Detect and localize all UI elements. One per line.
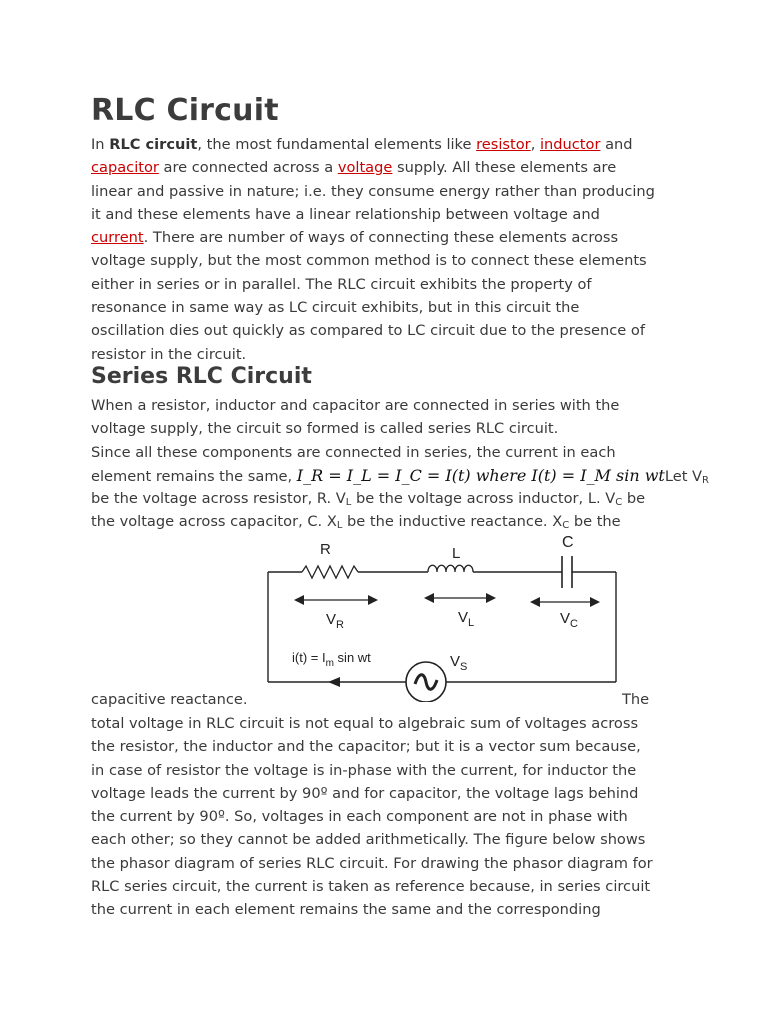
text: element remains the same, [91,467,297,485]
intro-line: oscillation dies out quickly as compared to LC circuit due to the presence of [91,322,645,340]
text: be the [569,513,621,531]
continued-line: the current by 90º. So, voltages in each component are not in phase with [91,808,628,826]
text: V [560,610,571,627]
label-vl [458,609,474,629]
text: be the inductive reactance. X [342,513,563,531]
continued-line: in case of resistor the voltage is in-phase with the current, for inductor the [91,761,637,779]
current-arrow-icon [328,677,340,687]
arrow-right-icon [368,595,378,605]
text: i(t) = I [292,650,326,665]
continued-line: the phasor diagram of series RLC circuit. For drawing the phasor diagram for [91,854,653,872]
series-line: When a resistor, inductor and capacitor are connected in series with the [91,397,620,414]
text: the voltage across capacitor, C. X [91,513,337,531]
arrow-left-icon [424,593,434,603]
label-c: C [562,534,574,551]
text: supply. All these elements are [392,159,617,177]
intro-line [91,133,691,156]
continued-line: RLC series circuit, the current is taken as reference because, in series circuit [91,878,651,896]
subscript: C [570,618,578,630]
series-paragraph [91,394,709,534]
continued-line: the current in each element remains the same and the corresponding [91,901,601,919]
series-line [91,510,691,533]
link-current[interactable]: current [91,229,144,247]
figure-caption-line [91,688,691,711]
text: be the voltage across inductor, L. V [351,490,616,508]
series-line: Since all these components are connected in series, the current in each [91,443,616,461]
text: V [458,609,469,626]
text: are connected across a [158,159,338,177]
subscript: m [325,658,334,669]
text: , the most fundamental elements like [197,136,477,153]
intro-line: either in series or in parallel. The RLC circuit exhibits the property of [91,275,592,293]
link-inductor[interactable]: inductor [539,136,601,153]
arrow-left-icon [530,597,540,607]
intro-line [91,226,691,249]
text: V [450,653,461,670]
continued-line: total voltage in RLC circuit is not equal to algebraic sum of voltages across [91,715,639,732]
text: be [622,490,646,508]
intro-line [91,156,691,179]
continued-line: the resistor, the inductor and the capacitor; but it is a vector sum because, [91,738,641,756]
link-voltage[interactable]: voltage [337,159,393,177]
subscript: C [615,497,623,509]
subscript: S [460,661,468,673]
section-heading: Series RLC Circuit [91,364,312,389]
label-vs [450,653,467,673]
subscript: L [468,617,475,629]
subscript: L [336,520,343,532]
text: In [91,136,110,153]
current-expression [292,650,371,669]
series-line [91,464,709,487]
text: capacitive reactance. [91,691,248,708]
text: . There are number of ways of connecting these elements across [143,229,619,247]
intro-line: resistor in the circuit. [91,345,247,363]
intro-line: resonance in same way as LC circuit exhibits, but in this circuit the [91,299,580,317]
resistor-symbol [302,566,358,578]
intro-line: linear and passive in nature; i.e. they consume energy rather than producing [91,182,655,200]
continued-line: voltage leads the current by 90º and for capacitor, the voltage lags behind [91,784,639,802]
text: and [600,136,633,153]
subscript: L [345,497,352,509]
subscript: R [702,474,709,486]
label-vr [326,611,344,631]
text: be the voltage across resistor, R. V [91,490,346,508]
label-vc [560,610,578,630]
rlc-bold-term: RLC circuit [109,136,198,153]
text: V [326,611,337,628]
inductor-symbol [428,565,473,572]
page-title: RLC Circuit [91,93,279,128]
continued-line: each other; so they cannot be added arithmetically. The figure below shows [91,831,646,849]
label-l: L [452,545,461,562]
intro-line: voltage supply, but the most common method is to connect these elements [91,252,647,270]
arrow-left-icon [294,595,304,605]
continued-paragraph [91,712,691,922]
intro-line: it and these elements have a linear relationship between voltage and [91,205,600,223]
link-resistor[interactable]: resistor [476,136,531,153]
rlc-circuit-diagram [262,532,622,702]
series-line [91,688,691,711]
text: The [622,691,650,708]
series-line: voltage supply, the circuit so formed is called series RLC circuit. [91,420,559,438]
text: Let V [664,467,703,485]
text: sin wt [333,650,371,665]
series-line [91,487,691,510]
arrow-right-icon [590,597,600,607]
text: , [530,136,540,153]
current-equation: I_R = I_L = I_C = I(t) where I(t) = I_M sin wt [296,465,665,485]
arrow-right-icon [486,593,496,603]
subscript: C [562,520,570,532]
label-r: R [320,541,331,558]
subscript: R [336,619,344,631]
intro-paragraph [91,133,691,366]
link-capacitor[interactable]: capacitor [91,159,159,177]
